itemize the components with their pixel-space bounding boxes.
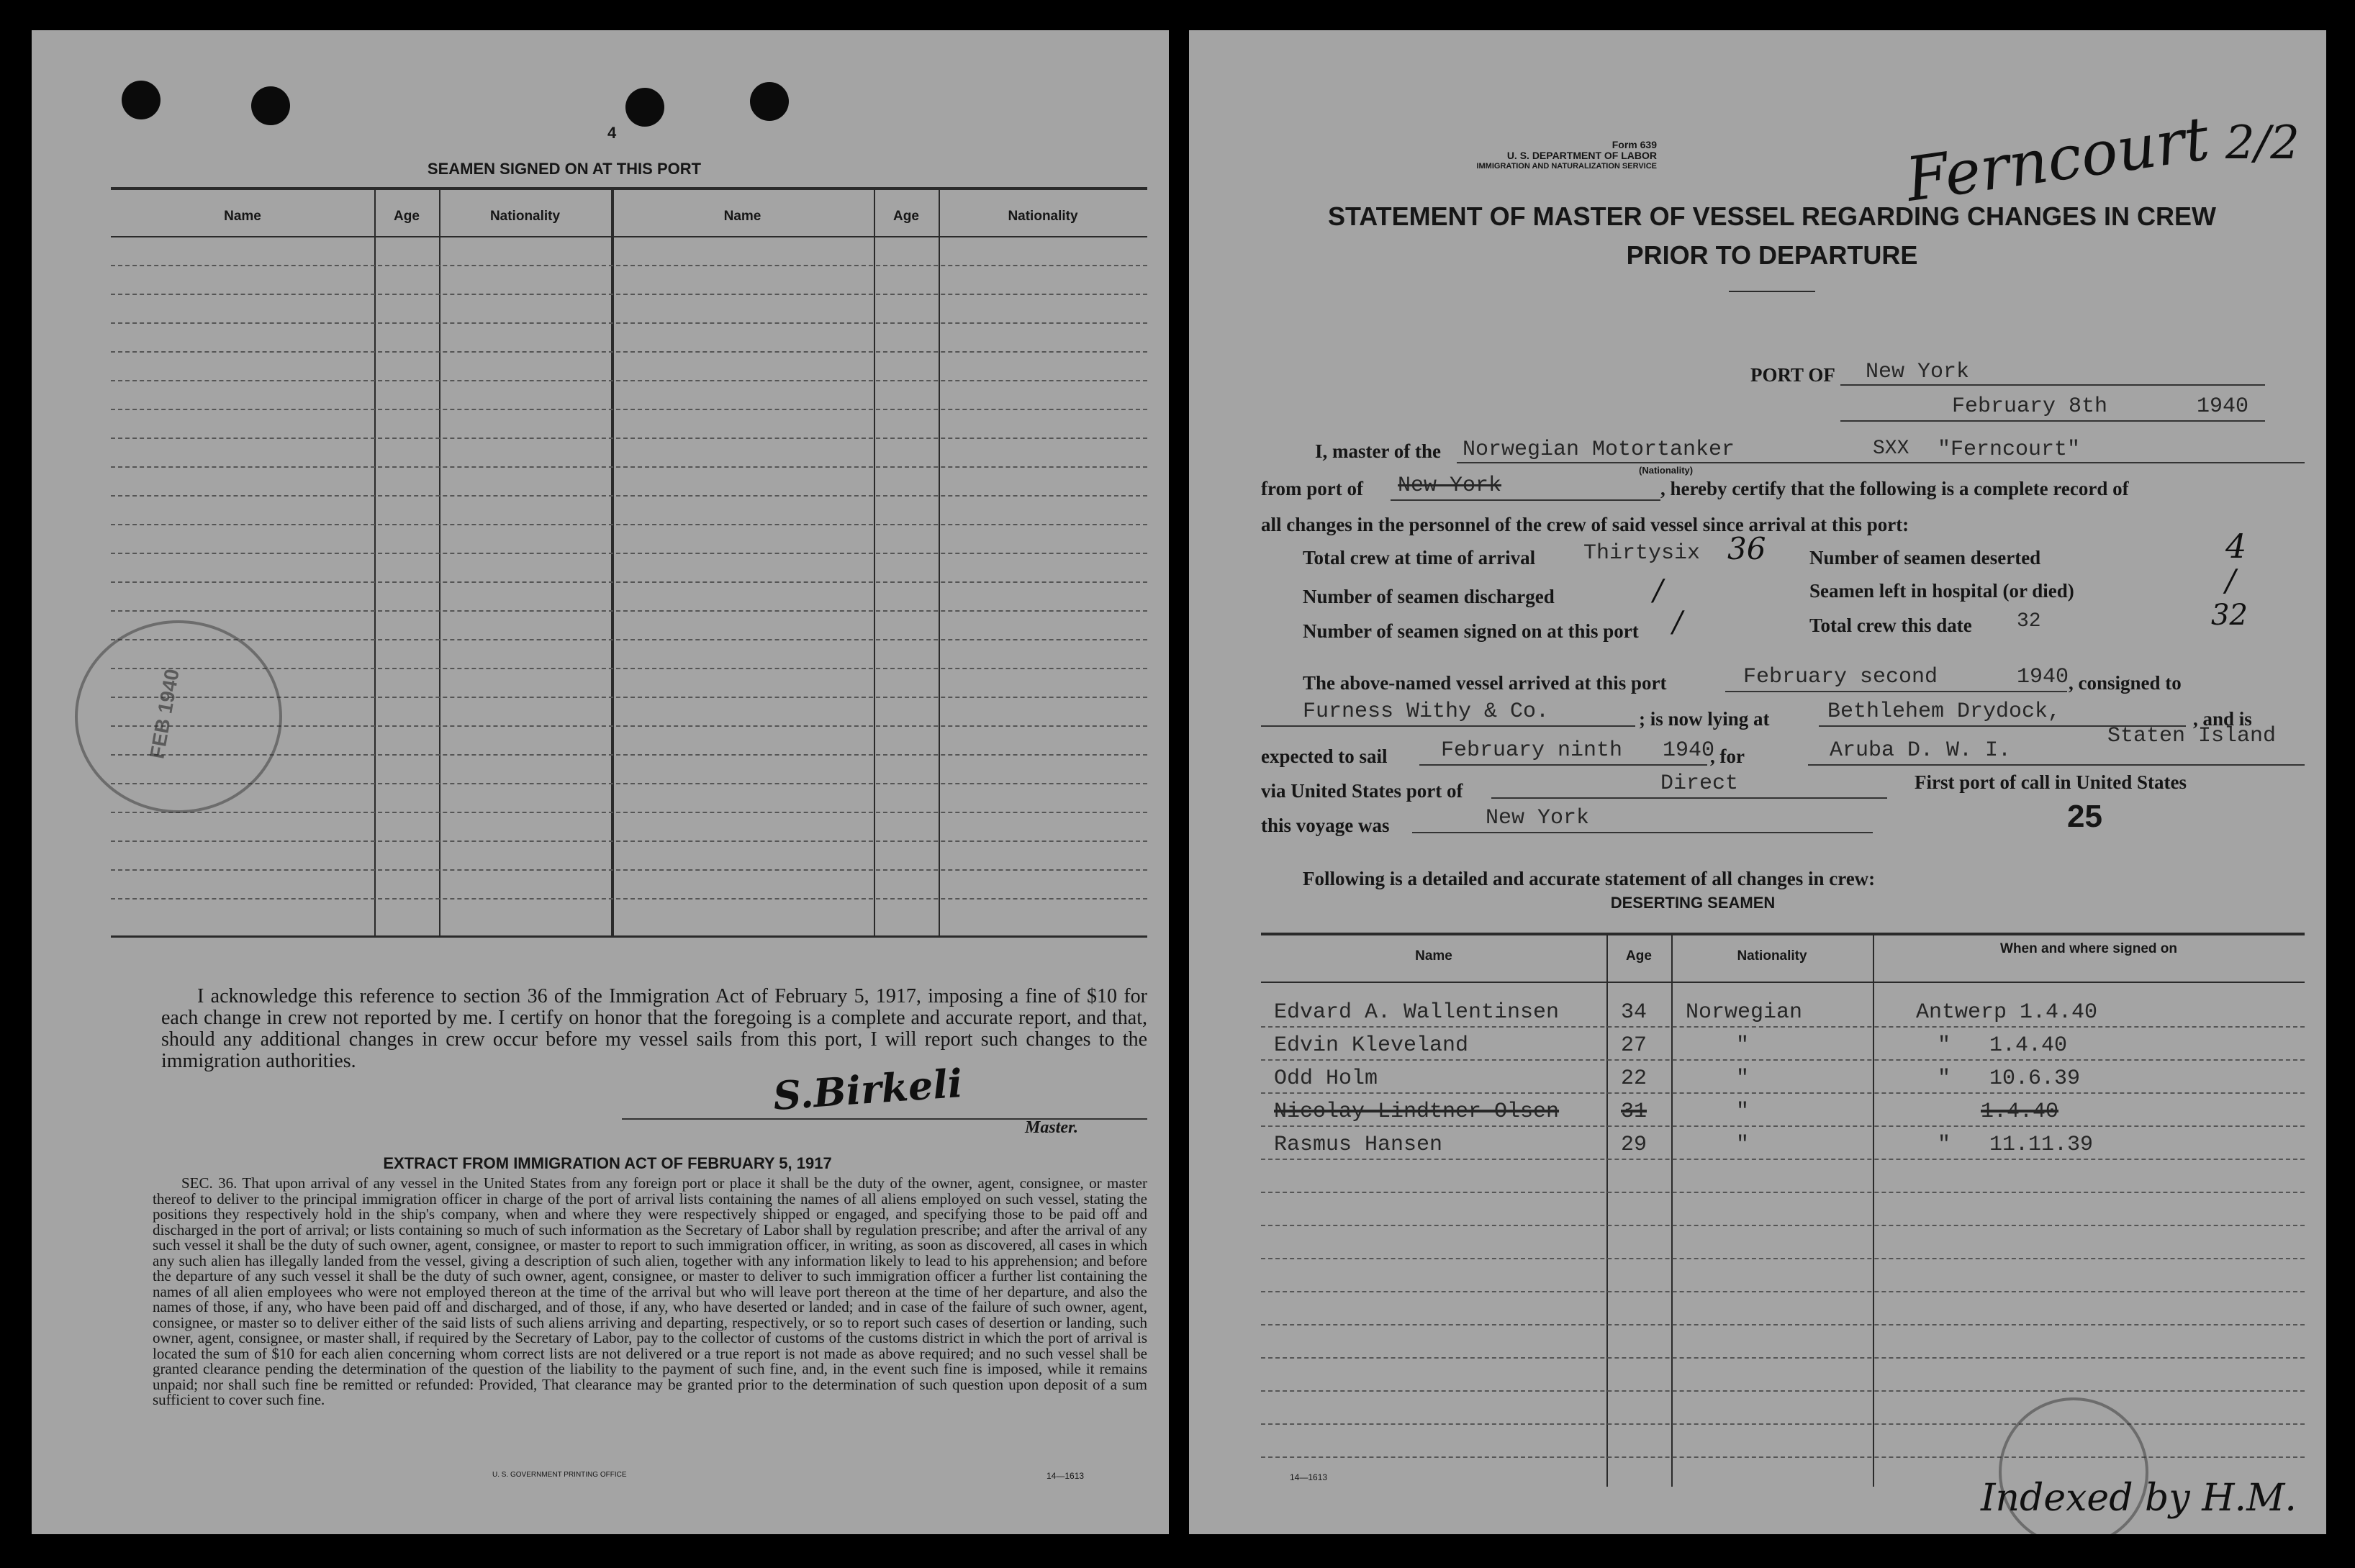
seaman-nationality: ": [1736, 1066, 1750, 1091]
seaman-age: 34: [1621, 1000, 1647, 1025]
column-header: Name: [224, 209, 261, 224]
column-header: Age: [394, 209, 420, 224]
form-code: 14—1613: [1290, 1472, 1328, 1482]
seaman-name: Edvin Kleveland: [1274, 1033, 1469, 1058]
expected-label: expected to sail: [1261, 746, 1388, 767]
expected-year: 1940: [1663, 738, 1715, 763]
and-is-label: , and is: [2193, 708, 2252, 730]
date-year: 1940: [2197, 394, 2249, 419]
port-of-label: PORT OF: [1750, 364, 1835, 386]
column-header: When and where signed on: [2000, 941, 2177, 956]
vessel-name-annotation: Ferncourt: [1902, 103, 2214, 215]
total-crew-date-label: Total crew this date: [1809, 615, 1972, 636]
voyage-label: this voyage was: [1261, 815, 1390, 836]
port-of-value: New York: [1866, 360, 1970, 384]
right-page: [1189, 30, 2326, 1534]
first-port-label: First port of call in United States: [1915, 771, 2187, 793]
arrived-label: The above-named vessel arrived at this port: [1303, 672, 1667, 694]
seaman-name: Rasmus Hansen: [1274, 1133, 1443, 1157]
date-value: February 8th: [1952, 394, 2108, 419]
from-port-label: from port of: [1261, 478, 1363, 499]
master-label: Master.: [1025, 1118, 1079, 1137]
department: U. S. DEPARTMENT OF LABOR: [1506, 150, 1657, 161]
seaman-signed-on: " 1.4.40: [1938, 1033, 2068, 1058]
via-value: Direct: [1660, 771, 1739, 796]
seaman-name: Odd Holm: [1274, 1066, 1378, 1091]
seaman-age: 22: [1621, 1066, 1647, 1091]
total-crew-date-value: 32: [2017, 610, 2041, 633]
column-header: Nationality: [1737, 948, 1807, 964]
expected-value: February ninth: [1441, 738, 1623, 763]
seaman-nationality: ": [1736, 1100, 1750, 1124]
vessel-prefix: SXX: [1873, 438, 1909, 460]
count-note: 25: [2067, 799, 2102, 834]
arrived-value: February second: [1743, 665, 1938, 689]
punch-hole: [122, 81, 161, 119]
punch-hole: [251, 86, 290, 125]
column-header: Age: [893, 209, 919, 224]
column-header: Name: [1415, 948, 1452, 964]
form-title-line2: PRIOR TO DEPARTURE: [1626, 240, 1918, 270]
date-stamp: [75, 620, 282, 813]
seaman-signed-on: Antwerp 1.4.40: [1916, 1000, 2098, 1025]
seaman-nationality: Norwegian: [1686, 1000, 1803, 1025]
master-signature: S.Birkeli: [772, 1059, 964, 1120]
lying-value-2: Staten Island: [2107, 724, 2277, 748]
certify-text: , hereby certify that the following is a complete record of: [1660, 478, 2129, 499]
for-value: Aruba D. W. I.: [1830, 738, 2012, 763]
seaman-nationality: ": [1736, 1033, 1750, 1058]
punch-hole: [750, 82, 789, 121]
seaman-nationality: ": [1736, 1133, 1750, 1157]
extract-text: SEC. 36. That upon arrival of any vessel in the United States from any foreign port or place it shall be the duty of the owner, agent, consignee, or master thereof to deliver to the principal immigration officer in charge of the port of arrival lists containing the names of all aliens employed on such vessel, stating the positions they respectively hold in the ship's company, when and where they were respectively shipped or engaged, and specifying those to be paid off and discharged in the port of arrival; or lists containing so much of such information as the Secretary of Labor shall by regulation prescribe; and after the arrival of any such vessel it shall be the duty of such owner, agent, consignee, or master to report to such immigration officer, in writing, as soon as discovered, all cases in which any such alien has illegally landed from the vessel, giving a description of such alien, together with any information likely to lead to his apprehension; and before the departure of any such vessel it shall be the duty of such owner, agent, consignee, or master to deliver to such immigration officer a further list containing the names of all alien employees who were not employed thereon at the time of the arrival but who will leave port thereon at the time of her departure, and also the names of those, if any, who have been paid off and discharged, and of those, if any, who have deserted or landed; and in case of the failure of such owner, agent, consignee, or master so to deliver either of the said lists of such aliens arriving and departing, respectively, or so to report such cases of desertion or landing, such owner, agent, consignee, or master shall, if required by the Secretary of Labor, pay to the collector of customs of the customs district in which the port of arrival is located the sum of $10 for each alien concerning whom correct lists are not delivered or a true report is not made as above required; and no such vessel shall be granted clearance pending the determination of the question of the liability to the payment of such fine, and, in the event such fine is imposed, while it remains unpaid; nor shall such fine be remitted or refunded: Provided, That clearance may be granted prior to the determination of such question upon deposit of a sum sufficient to cover such fine.: [153, 1174, 1147, 1408]
seaman-signed-on: " 10.6.39: [1938, 1066, 2081, 1091]
hospital-value: /: [2225, 563, 2236, 598]
discharged-value: /: [1653, 574, 1663, 607]
indexed-note: Indexed by H.M.: [1981, 1477, 2297, 1520]
service: IMMIGRATION AND NATURALIZATION SERVICE: [1476, 162, 1657, 171]
column-header: Age: [1626, 948, 1652, 964]
form-code: 14—1613: [1047, 1471, 1085, 1481]
extract-title: EXTRACT FROM IMMIGRATION ACT OF FEBRUARY 5, 1917: [383, 1154, 832, 1172]
total-crew-arrival-value: Thirtysix: [1583, 541, 1701, 566]
punch-hole: [625, 88, 664, 127]
printing-office: U. S. GOVERNMENT PRINTING OFFICE: [492, 1471, 627, 1479]
seaman-name: Nicolay Lindtner Olsen: [1274, 1100, 1560, 1124]
from-port-value: New York: [1398, 473, 1502, 498]
deserted-label: Number of seamen deserted: [1809, 547, 2041, 568]
total-crew-arrival-label: Total crew at time of arrival: [1303, 547, 1536, 568]
master-of-label: I, master of the: [1315, 440, 1441, 462]
signed-on-label: Number of seamen signed on at this port: [1303, 620, 1639, 642]
discharged-label: Number of seamen discharged: [1303, 586, 1555, 607]
column-header: Nationality: [489, 209, 561, 224]
seaman-age: 27: [1621, 1033, 1647, 1058]
for-label: , for: [1710, 746, 1745, 767]
following-text: Following is a detailed and accurate statement of all changes in crew:: [1303, 868, 1876, 889]
total-crew-arrival-num: 36: [1727, 531, 1766, 566]
acknowledgement-text: I acknowledge this reference to section 36 of the Immigration Act of February 5, 1917, imposing a fine of $10 for each change in crew not reported by me. I certify on honor that the foregoing is a complete and accurate report, and that, should any additional changes in crew occur before my vessel sails from this port, I will report such changes to the immigration authorities.: [161, 985, 1147, 1072]
column-header: Nationality: [1008, 209, 1078, 224]
form-title-line1: STATEMENT OF MASTER OF VESSEL REGARDING CHANGES IN CREW: [1327, 201, 2217, 231]
all-changes-text: all changes in the personnel of the crew of said vessel since arrival at this port:: [1261, 514, 1909, 535]
via-label: via United States port of: [1261, 780, 1463, 802]
vessel-name: "Ferncourt": [1938, 438, 2081, 462]
seaman-signed-on: 1.4.40: [1981, 1100, 2059, 1124]
left-page: [32, 30, 1169, 1534]
deserted-value: 4: [2225, 527, 2247, 566]
nationality-value: Norwegian Motortanker: [1463, 438, 1735, 462]
nationality-caption: (Nationality): [1639, 465, 1694, 476]
total-crew-date-num: 32: [2211, 599, 2248, 632]
consigned-label: , consigned to: [2069, 672, 2182, 694]
voyage-value: New York: [1486, 806, 1590, 830]
lying-label: ; is now lying at: [1639, 708, 1770, 730]
seaman-name: Edvard A. Wallentinsen: [1274, 1000, 1560, 1025]
signed-on-value: /: [1673, 606, 1683, 639]
arrived-year: 1940: [2017, 665, 2069, 689]
seaman-signed-on: " 11.11.39: [1938, 1133, 2094, 1157]
page-count-annotation: 2/2: [2225, 117, 2300, 170]
form-number: Form 639: [1612, 139, 1657, 150]
seaman-age: 31: [1621, 1100, 1647, 1124]
seaman-age: 29: [1621, 1133, 1647, 1157]
seamen-signed-title: SEAMEN SIGNED ON AT THIS PORT: [427, 160, 702, 178]
consignee-value: Furness Withy & Co.: [1303, 699, 1550, 724]
stamp-text: FEB 1940: [145, 667, 184, 761]
lying-value: Bethlehem Drydock,: [1827, 699, 2061, 724]
page-number: 4: [607, 124, 617, 142]
deserting-title: DESERTING SEAMEN: [1610, 894, 1776, 912]
hospital-label: Seamen left in hospital (or died): [1809, 580, 2074, 602]
column-header: Name: [723, 209, 761, 224]
